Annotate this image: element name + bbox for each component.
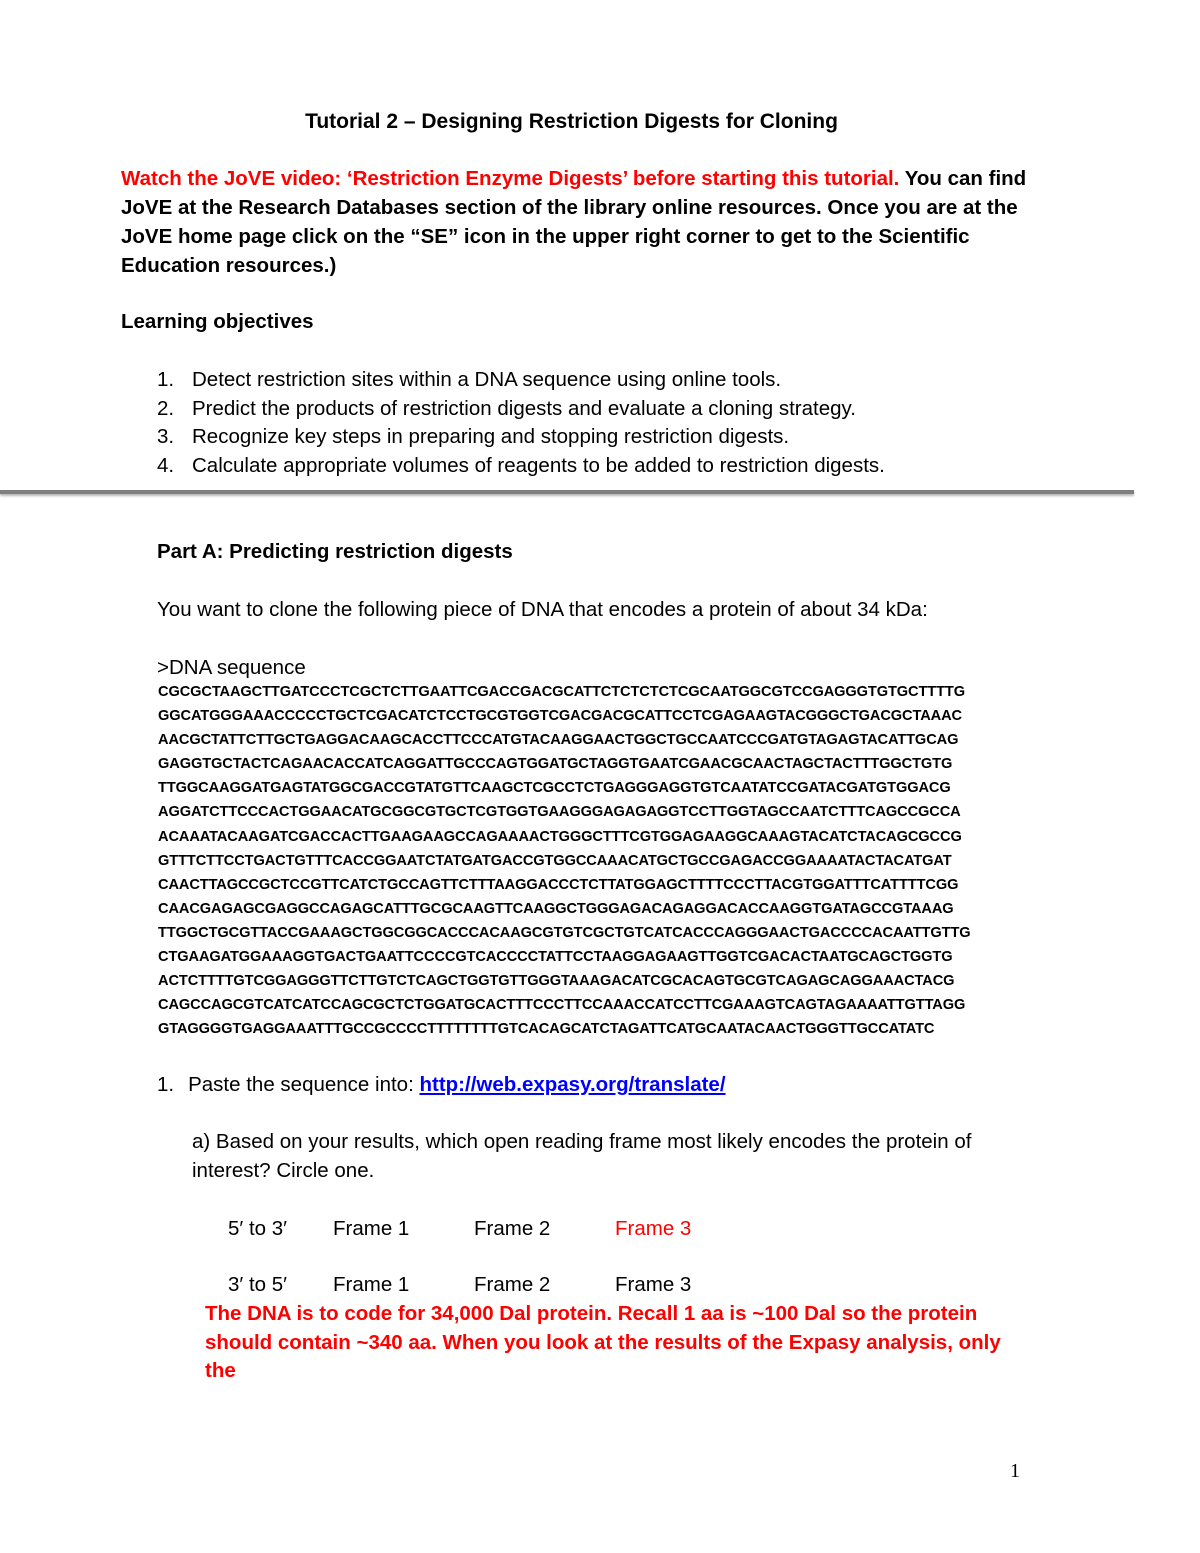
sequence-line: CGCGCTAAGCTTGATCCCTCGCTCTTGAATTCGACCGACGCATTCTCTCTCTCGCAATGGCGTCCGAGGGTGTGCTTTTG [158, 684, 965, 700]
list-text: Recognize key steps in preparing and stopping restriction digests. [192, 425, 790, 448]
expasy-link[interactable]: http://web.expasy.org/translate/ [419, 1073, 726, 1096]
sequence-line: TTGGCTGCGTTACCGAAAGCTGGCGGCACCCACAAGCGTGTCGCTGTCATCACCCAGGGAACTGACCCCACAATTGTTG [158, 924, 971, 941]
option-5to3-frame-1[interactable]: Frame 1 [333, 1217, 410, 1240]
objectives-heading: Learning objectives [121, 310, 314, 333]
sequence-line: AGGATCTTCCCACTGGAACATGCGGCGTGCTCGTGGTGAAGGGAGAGAGGTCCTTGGTAGCCAATCTTTCAGCCGCCA [158, 804, 961, 821]
row-label-5to3: 5′ to 3′ [228, 1217, 287, 1240]
sequence-line: CAACGAGAGCGAGGCCAGAGCATTTGCGCAAGTTCAAGGCTGGGAGACAGAGGACACCAAGGTGATAGCCGTAAAG [158, 900, 954, 917]
list-text: Detect restriction sites within a DNA sequence using online tools. [192, 368, 782, 391]
row-label-3to5: 3′ to 5′ [228, 1273, 287, 1296]
answer-note: The DNA is to code for 34,000 Dal protein. Recall 1 aa is ~100 Dal so the protein should contain ~340 aa. When you look at the results of the Expasy analysis, only the [205, 1302, 1001, 1382]
sequence-line: ACTCTTTTGTCGGAGGGTTCTTGTCTCAGCTGGTGTTGGGTAAAGACATCGCACAGTGCGTCAGAGCAGGAAACTACG [158, 973, 955, 990]
question-number: 1. [157, 1073, 175, 1096]
sequence-line: GAGGTGCTACTCAGAACACCATCAGGATTGCCCAGTGGATGCTAGGTGAATCGAACGCAACTAGCTACTTTGGCTGTG [158, 756, 953, 773]
part-a-heading: Part A: Predicting restriction digests [157, 540, 513, 563]
sequence-line: CTGAAGATGGAAAGGTGACTGAATTCCCCGTCACCCCTATTCCTAAGGAGAAGTTGGTCGACACTAATGCAGCTGGTG [158, 949, 953, 966]
list-item [121, 366, 885, 395]
option-5to3-frame-3-answer[interactable]: Frame 3 [615, 1217, 692, 1240]
list-number: 1. [157, 368, 175, 391]
sequence-line: ACAAATACAAGATCGACCACTTGAAGAAGCCAGAAAACTGGGCTTTCGTGGAGAAGGCAAAGTACATCTACAGCGCCG [158, 828, 962, 845]
sequence-line: AACGCTATTCTTGCTGAGGACAAGCACCTTCCCATGTACAAGGAACTGGCTGCCAATCCCGATGTAGAGTACATTGCAG [158, 732, 959, 749]
option-3to5-frame-1[interactable]: Frame 1 [333, 1273, 410, 1296]
section-divider [0, 490, 1134, 494]
list-number: 2. [157, 396, 175, 420]
list-item [121, 395, 885, 424]
sequence-line: CAGCCAGCGTCATCATCCAGCGCTCTGGATGCACTTTCCCTTCCAAACCATCCTTCGAAAGTCAGTAGAAAATTGTTAGG [158, 997, 966, 1014]
list-item [121, 452, 885, 481]
option-3to5-frame-2[interactable]: Frame 2 [474, 1273, 551, 1296]
option-5to3-frame-2[interactable]: Frame 2 [474, 1217, 551, 1240]
objectives-list [121, 366, 885, 480]
list-number: 3. [157, 425, 175, 448]
list-text: Predict the products of restriction digests and evaluate a cloning strategy. [192, 396, 856, 420]
intro-paragraph [121, 164, 1051, 280]
dna-sequence [158, 680, 971, 1041]
sequence-line: GTTTCTTCCTGACTGTTTCACCGGAATCTATGATGACCGTGGCCAAACATGCTGCCGAGACCGGAAAATACTACATGAT [158, 852, 952, 869]
option-3to5-frame-3[interactable]: Frame 3 [615, 1273, 692, 1296]
page-title: Tutorial 2 – Designing Restriction Digests for Cloning [305, 110, 838, 133]
list-text: Calculate appropriate volumes of reagents to be added to restriction digests. [192, 453, 885, 477]
question-text: Paste the sequence into: [188, 1073, 420, 1096]
list-item [121, 423, 885, 452]
question-1a: a) Based on your results, which open reading frame most likely encodes the protein of interest? Circle one. [192, 1130, 972, 1182]
sequence-line: GGCATGGGAAACCCCCTGCTCGACATCTCCTGCGTGGTCGACGACGCATTCCTCGAGAAGTACGGGCTGACGCTAAAC [158, 708, 962, 725]
page-number: 1 [1010, 1460, 1020, 1482]
question-1 [157, 1071, 726, 1100]
sequence-line: CAACTTAGCCGCTCCGTTCATCTGCCAGTTCTTTAAGGACCCTCTTATGGAGCTTTTCCCTTACGTGGATTTCATTTTCGG [158, 876, 959, 893]
sequence-label: >DNA sequence [157, 656, 306, 679]
part-a-lead: You want to clone the following piece of DNA that encodes a protein of about 34 kDa: [157, 598, 928, 621]
sequence-line: TTGGCAAGGATGAGTATGGCGACCGTATGTTCAAGCTCGCCTCTGAGGGAGGTGTCAATATCCGATACGATGTGGACG [158, 780, 951, 797]
intro-text: You can find JoVE at the Research Databases section of the library online resources. Once you are at the JoVE home page click on the “SE” icon in the upper right corner to get to the Scientific Education resources.) [121, 167, 1027, 277]
intro-warning: Watch the JoVE video: ‘Restriction Enzyme Digests’ before starting this tutorial. [121, 167, 900, 190]
list-number: 4. [157, 453, 175, 477]
sequence-line: GTAGGGGTGAGGAAATTTGCCGCCCCTTTTTTTTGTCACAGCATCTAGATTCATGCAATACAACTGGGTTGCCATATC [158, 1021, 935, 1038]
